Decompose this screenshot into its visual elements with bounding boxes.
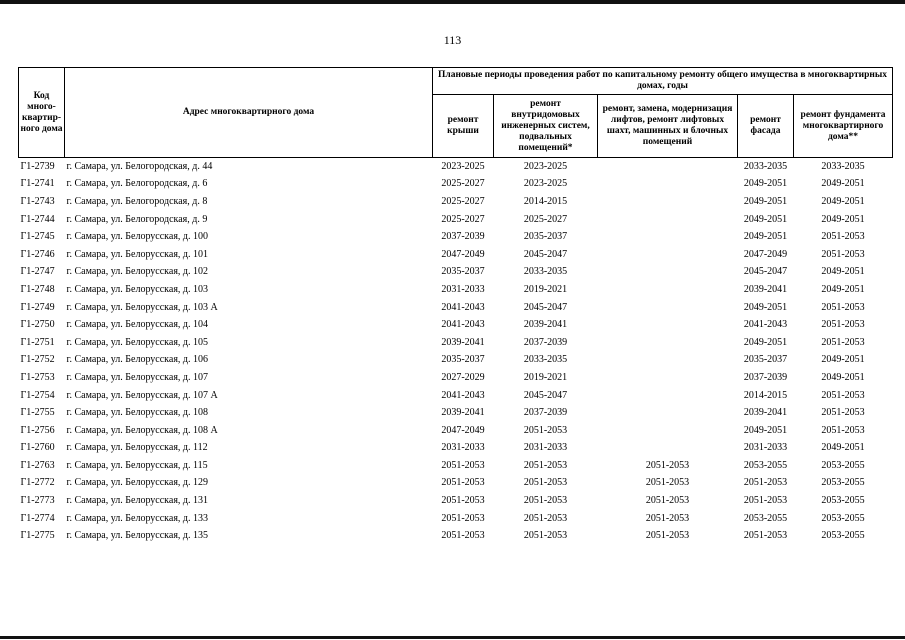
cell-facade: 2045-2047 — [743, 266, 788, 278]
table-row — [19, 510, 893, 528]
cell-address: г. Самара, ул. Белорусская, д. 129 — [66, 477, 209, 489]
cell-lifts — [598, 264, 738, 282]
cell-code: Г1-2753 — [20, 371, 55, 383]
cell-code: Г1-2773 — [20, 495, 55, 507]
cell-roof: 2027-2029 — [441, 371, 485, 383]
cell-facade: 2033-2035 — [743, 160, 788, 172]
cell-lifts: 2051-2053 — [645, 495, 690, 507]
cell-systems: 2019-2021 — [523, 371, 568, 383]
cell-roof: 2025-2027 — [441, 178, 485, 190]
cell-facade: 2039-2041 — [743, 283, 788, 295]
cell-lifts — [598, 369, 738, 387]
cell-code: Г1-2775 — [20, 530, 55, 542]
cell-facade: 2053-2055 — [743, 512, 788, 524]
cell-lifts: 2051-2053 — [645, 459, 690, 471]
table-row — [19, 193, 893, 211]
cell-lifts — [598, 211, 738, 229]
cell-foundation: 2051-2053 — [821, 389, 865, 401]
cell-systems: 2045-2047 — [523, 248, 568, 260]
top-border-bar — [0, 0, 905, 4]
bottom-border-bar — [0, 636, 905, 639]
cell-roof: 2037-2039 — [441, 231, 485, 243]
table-body — [19, 158, 893, 546]
cell-address: г. Самара, ул. Белорусская, д. 133 — [66, 512, 209, 524]
cell-systems: 2033-2035 — [523, 266, 568, 278]
cell-systems: 2023-2025 — [523, 160, 568, 172]
cell-foundation: 2049-2051 — [821, 213, 865, 225]
cell-roof: 2035-2037 — [441, 266, 485, 278]
repair-schedule-table — [18, 67, 893, 545]
cell-foundation: 2049-2051 — [821, 266, 865, 278]
cell-facade: 2049-2051 — [743, 231, 788, 243]
header-foundation: ремонт фундамента многоквартирного дома** — [794, 95, 893, 158]
cell-code: Г1-2745 — [20, 231, 55, 243]
cell-lifts — [598, 176, 738, 194]
cell-foundation: 2049-2051 — [821, 178, 865, 190]
cell-systems: 2051-2053 — [523, 424, 568, 436]
cell-roof: 2051-2053 — [441, 530, 485, 542]
header-address: Адрес многоквартирного дома — [65, 68, 433, 158]
cell-foundation: 2051-2053 — [821, 424, 865, 436]
cell-roof: 2023-2025 — [441, 160, 485, 172]
cell-roof: 2031-2033 — [441, 283, 485, 295]
table-row — [19, 387, 893, 405]
table-row — [19, 281, 893, 299]
cell-foundation: 2051-2053 — [821, 248, 865, 260]
cell-facade: 2039-2041 — [743, 407, 788, 419]
cell-code: Г1-2752 — [20, 354, 55, 366]
cell-lifts — [598, 334, 738, 352]
cell-roof: 2035-2037 — [441, 354, 485, 366]
cell-systems: 2037-2039 — [523, 407, 568, 419]
cell-code: Г1-2754 — [20, 389, 55, 401]
table-row — [19, 316, 893, 334]
cell-facade: 2047-2049 — [743, 248, 788, 260]
cell-systems: 2051-2053 — [523, 512, 568, 524]
cell-systems: 2051-2053 — [523, 495, 568, 507]
cell-systems: 2045-2047 — [523, 301, 568, 313]
cell-address: г. Самара, ул. Белогородская, д. 44 — [66, 160, 213, 172]
cell-systems: 2045-2047 — [523, 389, 568, 401]
table-row — [19, 422, 893, 440]
table-row — [19, 440, 893, 458]
cell-facade: 2049-2051 — [743, 213, 788, 225]
cell-facade: 2041-2043 — [743, 319, 788, 331]
cell-facade: 2049-2051 — [743, 178, 788, 190]
cell-lifts — [598, 404, 738, 422]
cell-systems: 2023-2025 — [523, 178, 568, 190]
cell-address: г. Самара, ул. Белорусская, д. 105 — [66, 336, 209, 348]
cell-code: Г1-2743 — [20, 195, 55, 207]
cell-code: Г1-2744 — [20, 213, 55, 225]
cell-address: г. Самара, ул. Белорусская, д. 108 — [66, 407, 209, 419]
cell-lifts — [598, 316, 738, 334]
cell-facade: 2049-2051 — [743, 336, 788, 348]
cell-address: г. Самара, ул. Белорусская, д. 106 — [66, 354, 209, 366]
cell-roof: 2039-2041 — [441, 407, 485, 419]
cell-foundation: 2049-2051 — [821, 442, 865, 454]
header-lifts: ремонт, замена, модернизация лифтов, ремонт лифтовых шахт, машинных и блочных помещений — [598, 95, 738, 158]
cell-address: г. Самара, ул. Белорусская, д. 102 — [66, 266, 209, 278]
cell-roof: 2047-2049 — [441, 424, 485, 436]
cell-roof: 2051-2053 — [441, 477, 485, 489]
table-row — [19, 228, 893, 246]
cell-address: г. Самара, ул. Белорусская, д. 107 А — [66, 389, 218, 401]
cell-roof: 2041-2043 — [441, 301, 485, 313]
cell-lifts — [598, 299, 738, 317]
table-row — [19, 492, 893, 510]
cell-code: Г1-2746 — [20, 248, 55, 260]
table-row — [19, 457, 893, 475]
cell-foundation: 2049-2051 — [821, 354, 865, 366]
cell-roof: 2051-2053 — [441, 495, 485, 507]
cell-address: г. Самара, ул. Белогородская, д. 9 — [66, 213, 208, 225]
cell-address: г. Самара, ул. Белорусская, д. 103 — [66, 283, 209, 295]
page-number: 113 — [443, 33, 462, 47]
cell-roof: 2041-2043 — [441, 319, 485, 331]
table-header — [19, 68, 893, 158]
cell-foundation: 2053-2055 — [821, 459, 865, 471]
cell-roof: 2041-2043 — [441, 389, 485, 401]
cell-facade: 2051-2053 — [743, 530, 788, 542]
cell-roof: 2025-2027 — [441, 195, 485, 207]
cell-foundation: 2049-2051 — [821, 371, 865, 383]
cell-facade: 2049-2051 — [743, 195, 788, 207]
table-row — [19, 369, 893, 387]
cell-systems: 2051-2053 — [523, 530, 568, 542]
cell-facade: 2051-2053 — [743, 477, 788, 489]
cell-code: Г1-2760 — [20, 442, 55, 454]
cell-code: Г1-2751 — [20, 336, 55, 348]
cell-address: г. Самара, ул. Белорусская, д. 108 А — [66, 424, 218, 436]
cell-address: г. Самара, ул. Белорусская, д. 107 — [66, 371, 209, 383]
cell-roof: 2039-2041 — [441, 336, 485, 348]
cell-lifts — [598, 228, 738, 246]
cell-address: г. Самара, ул. Белорусская, д. 112 — [66, 442, 208, 454]
cell-lifts — [598, 387, 738, 405]
header-facade: ремонт фасада — [738, 95, 794, 158]
cell-systems: 2033-2035 — [523, 354, 568, 366]
cell-facade: 2053-2055 — [743, 459, 788, 471]
header-code: Код много-квартир-ного дома — [19, 68, 65, 158]
cell-foundation: 2051-2053 — [821, 336, 865, 348]
cell-lifts: 2051-2053 — [645, 477, 690, 489]
cell-lifts — [598, 246, 738, 264]
cell-code: Г1-2749 — [20, 301, 55, 313]
cell-facade: 2051-2053 — [743, 495, 788, 507]
cell-lifts: 2051-2053 — [645, 512, 690, 524]
table-row — [19, 334, 893, 352]
cell-facade: 2035-2037 — [743, 354, 788, 366]
cell-systems: 2025-2027 — [523, 213, 568, 225]
cell-address: г. Самара, ул. Белорусская, д. 100 — [66, 231, 209, 243]
cell-lifts: 2051-2053 — [645, 530, 690, 542]
table-row — [19, 176, 893, 194]
cell-facade: 2049-2051 — [743, 424, 788, 436]
cell-address: г. Самара, ул. Белорусская, д. 101 — [66, 248, 209, 260]
cell-code: Г1-2741 — [20, 178, 55, 190]
table-row — [19, 264, 893, 282]
cell-lifts — [598, 193, 738, 211]
table-row — [19, 404, 893, 422]
cell-roof: 2025-2027 — [441, 213, 485, 225]
cell-foundation: 2051-2053 — [821, 231, 865, 243]
cell-code: Г1-2763 — [20, 459, 55, 471]
table-row — [19, 475, 893, 493]
cell-code: Г1-2748 — [20, 283, 55, 295]
cell-code: Г1-2756 — [20, 424, 55, 436]
cell-address: г. Самара, ул. Белорусская, д. 103 А — [66, 301, 218, 313]
cell-address: г. Самара, ул. Белорусская, д. 104 — [66, 319, 209, 331]
header-systems: ремонт внутридомовых инженерных систем, подвальных помещений* — [494, 95, 598, 158]
cell-systems: 2037-2039 — [523, 336, 568, 348]
cell-systems: 2051-2053 — [523, 459, 568, 471]
cell-code: Г1-2755 — [20, 407, 55, 419]
cell-foundation: 2053-2055 — [821, 477, 865, 489]
cell-address: г. Самара, ул. Белорусская, д. 115 — [66, 459, 208, 471]
table-row — [19, 299, 893, 317]
cell-address: г. Самара, ул. Белогородская, д. 8 — [66, 195, 208, 207]
cell-systems: 2014-2015 — [523, 195, 568, 207]
cell-systems: 2035-2037 — [523, 231, 568, 243]
cell-lifts — [598, 440, 738, 458]
cell-roof: 2051-2053 — [441, 512, 485, 524]
table-row — [19, 211, 893, 229]
header-periods: Плановые периоды проведения работ по капитальному ремонту общего имущества в многоквартирных домах, годы — [433, 68, 893, 95]
table-row — [19, 158, 893, 176]
cell-roof: 2031-2033 — [441, 442, 485, 454]
cell-code: Г1-2750 — [20, 319, 55, 331]
cell-facade: 2049-2051 — [743, 301, 788, 313]
cell-code: Г1-2772 — [20, 477, 55, 489]
cell-foundation: 2051-2053 — [821, 301, 865, 313]
cell-lifts — [598, 352, 738, 370]
cell-foundation: 2053-2055 — [821, 495, 865, 507]
cell-roof: 2047-2049 — [441, 248, 485, 260]
cell-foundation: 2053-2055 — [821, 512, 865, 524]
cell-lifts — [598, 281, 738, 299]
cell-foundation: 2051-2053 — [821, 319, 865, 331]
cell-lifts — [598, 158, 738, 176]
cell-foundation: 2049-2051 — [821, 283, 865, 295]
cell-address: г. Самара, ул. Белорусская, д. 135 — [66, 530, 209, 542]
cell-address: г. Самара, ул. Белогородская, д. 6 — [66, 178, 208, 190]
cell-facade: 2031-2033 — [743, 442, 788, 454]
cell-foundation: 2033-2035 — [821, 160, 865, 172]
cell-systems: 2019-2021 — [523, 283, 568, 295]
cell-roof: 2051-2053 — [441, 459, 485, 471]
header-roof: ремонт крыши — [433, 95, 494, 158]
cell-code: Г1-2747 — [20, 266, 55, 278]
cell-systems: 2039-2041 — [523, 319, 568, 331]
cell-foundation: 2051-2053 — [821, 407, 865, 419]
cell-address: г. Самара, ул. Белорусская, д. 131 — [66, 495, 209, 507]
table-row — [19, 527, 893, 545]
cell-systems: 2031-2033 — [523, 442, 568, 454]
table-row — [19, 352, 893, 370]
cell-code: Г1-2739 — [20, 160, 55, 172]
cell-code: Г1-2774 — [20, 512, 55, 524]
cell-foundation: 2053-2055 — [821, 530, 865, 542]
cell-systems: 2051-2053 — [523, 477, 568, 489]
cell-foundation: 2049-2051 — [821, 195, 865, 207]
table-row — [19, 246, 893, 264]
cell-lifts — [598, 422, 738, 440]
cell-facade: 2037-2039 — [743, 371, 788, 383]
cell-facade: 2014-2015 — [743, 389, 788, 401]
